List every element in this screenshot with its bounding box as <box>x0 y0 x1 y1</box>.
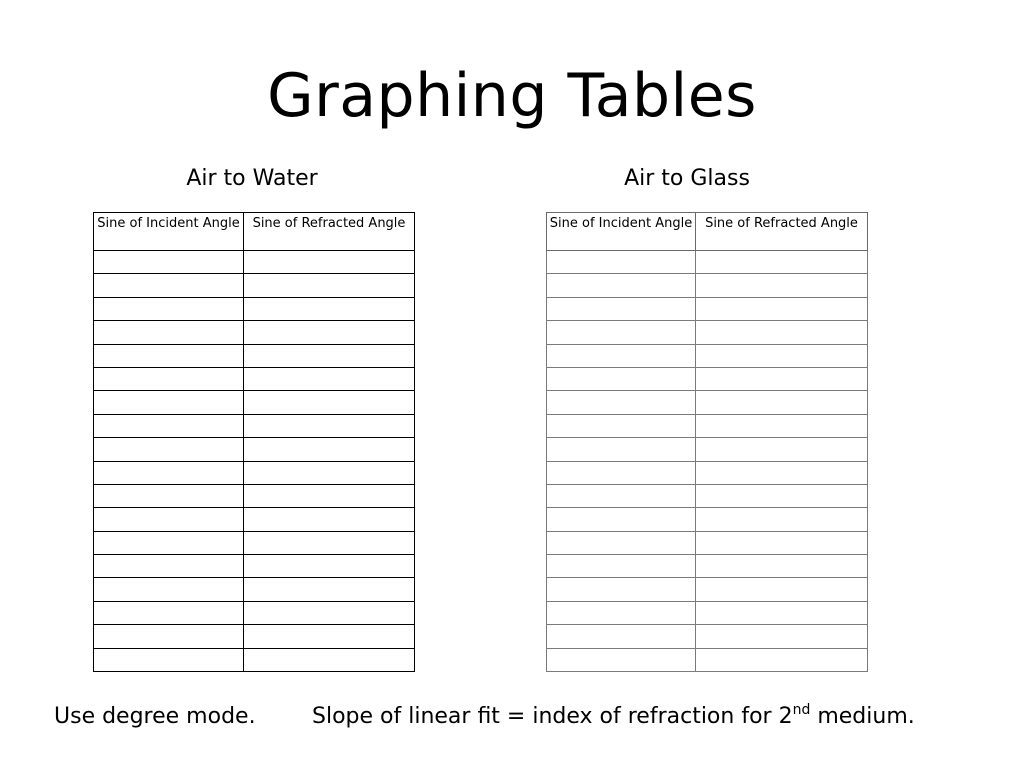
cell-sine-refracted <box>696 274 868 297</box>
cell-sine-incident <box>94 578 244 601</box>
cell-sine-incident <box>94 297 244 320</box>
cell-sine-refracted <box>696 555 868 578</box>
cell-sine-refracted <box>244 321 415 344</box>
cell-sine-incident <box>94 251 244 274</box>
cell-sine-refracted <box>244 555 415 578</box>
cell-sine-incident <box>547 461 696 484</box>
air-to-glass-table <box>546 212 868 672</box>
air-to-water-table-body <box>94 251 415 672</box>
footer-slope-text: Slope of linear fit = index of refraction for 2 <box>312 704 793 729</box>
table-row <box>547 648 868 671</box>
table-row <box>94 321 415 344</box>
cell-sine-incident <box>547 321 696 344</box>
cell-sine-incident <box>547 484 696 507</box>
cell-sine-incident <box>94 344 244 367</box>
cell-sine-incident <box>547 367 696 390</box>
cell-sine-incident <box>94 274 244 297</box>
table-row <box>94 274 415 297</box>
cell-sine-incident <box>547 531 696 554</box>
table-row <box>94 414 415 437</box>
table-row <box>94 484 415 507</box>
cell-sine-refracted <box>244 344 415 367</box>
cell-sine-incident <box>94 438 244 461</box>
table-row <box>547 414 868 437</box>
table-row <box>547 578 868 601</box>
column-header-sine-refracted: Sine of Refracted Angle <box>244 213 415 251</box>
table-row <box>94 531 415 554</box>
cell-sine-incident <box>547 555 696 578</box>
cell-sine-refracted <box>244 531 415 554</box>
table-row <box>547 274 868 297</box>
cell-sine-incident <box>94 625 244 648</box>
cell-sine-incident <box>94 484 244 507</box>
table-row <box>547 367 868 390</box>
cell-sine-refracted <box>696 601 868 624</box>
cell-sine-incident <box>547 508 696 531</box>
cell-sine-refracted <box>696 578 868 601</box>
cell-sine-incident <box>547 601 696 624</box>
page-title: Graphing Tables <box>267 61 757 131</box>
table-row <box>94 578 415 601</box>
table-row <box>547 297 868 320</box>
cell-sine-incident <box>547 414 696 437</box>
cell-sine-incident <box>94 414 244 437</box>
cell-sine-incident <box>94 648 244 671</box>
cell-sine-incident <box>94 601 244 624</box>
footer-note-degree-mode: Use degree mode. <box>54 704 256 729</box>
air-to-glass-table-body <box>547 251 868 672</box>
table-row <box>547 391 868 414</box>
cell-sine-refracted <box>244 297 415 320</box>
cell-sine-incident <box>94 508 244 531</box>
cell-sine-refracted <box>244 438 415 461</box>
footer-ordinal-suffix: nd <box>792 702 811 718</box>
column-header-sine-incident: Sine of Incident Angle <box>547 213 696 251</box>
cell-sine-refracted <box>244 508 415 531</box>
cell-sine-refracted <box>244 601 415 624</box>
table-row <box>94 251 415 274</box>
table-row <box>547 531 868 554</box>
table-row <box>547 484 868 507</box>
table-row <box>94 601 415 624</box>
table-row <box>547 555 868 578</box>
cell-sine-refracted <box>696 414 868 437</box>
cell-sine-refracted <box>244 484 415 507</box>
table-caption-air-to-glass: Air to Glass <box>624 166 750 191</box>
cell-sine-incident <box>547 274 696 297</box>
table-row <box>94 344 415 367</box>
table-row <box>94 555 415 578</box>
footer-note-slope <box>312 702 915 732</box>
cell-sine-refracted <box>696 461 868 484</box>
cell-sine-refracted <box>244 367 415 390</box>
table-row <box>547 438 868 461</box>
cell-sine-incident <box>94 391 244 414</box>
cell-sine-incident <box>547 251 696 274</box>
cell-sine-refracted <box>696 438 868 461</box>
cell-sine-refracted <box>696 484 868 507</box>
table-header-row <box>547 213 868 251</box>
table-row <box>547 625 868 648</box>
table-row <box>94 367 415 390</box>
table-row <box>547 344 868 367</box>
cell-sine-refracted <box>696 321 868 344</box>
cell-sine-incident <box>547 297 696 320</box>
footer-medium-text: medium. <box>810 704 915 729</box>
table-row <box>547 251 868 274</box>
cell-sine-refracted <box>696 297 868 320</box>
table-row <box>94 297 415 320</box>
cell-sine-incident <box>94 555 244 578</box>
table-row <box>94 625 415 648</box>
cell-sine-incident <box>547 648 696 671</box>
cell-sine-refracted <box>696 367 868 390</box>
cell-sine-refracted <box>696 508 868 531</box>
table-row <box>94 648 415 671</box>
table-row <box>94 508 415 531</box>
cell-sine-incident <box>94 531 244 554</box>
table-row <box>94 461 415 484</box>
table-row <box>94 391 415 414</box>
cell-sine-refracted <box>244 648 415 671</box>
cell-sine-incident <box>547 344 696 367</box>
column-header-sine-refracted: Sine of Refracted Angle <box>696 213 868 251</box>
cell-sine-incident <box>547 578 696 601</box>
cell-sine-refracted <box>244 625 415 648</box>
cell-sine-refracted <box>244 461 415 484</box>
table-row <box>94 438 415 461</box>
cell-sine-refracted <box>244 251 415 274</box>
air-to-water-table <box>93 212 415 672</box>
table-caption-air-to-water: Air to Water <box>186 166 318 191</box>
cell-sine-incident <box>547 391 696 414</box>
cell-sine-refracted <box>244 274 415 297</box>
cell-sine-refracted <box>696 625 868 648</box>
cell-sine-refracted <box>244 391 415 414</box>
cell-sine-incident <box>94 321 244 344</box>
table-row <box>547 321 868 344</box>
column-header-sine-incident: Sine of Incident Angle <box>94 213 244 251</box>
cell-sine-incident <box>94 461 244 484</box>
cell-sine-incident <box>547 625 696 648</box>
cell-sine-refracted <box>696 251 868 274</box>
cell-sine-refracted <box>696 344 868 367</box>
table-row <box>547 601 868 624</box>
cell-sine-refracted <box>696 391 868 414</box>
table-row <box>547 508 868 531</box>
cell-sine-incident <box>547 438 696 461</box>
cell-sine-incident <box>94 367 244 390</box>
cell-sine-refracted <box>696 531 868 554</box>
table-row <box>547 461 868 484</box>
cell-sine-refracted <box>244 414 415 437</box>
cell-sine-refracted <box>696 648 868 671</box>
cell-sine-refracted <box>244 578 415 601</box>
table-header-row <box>94 213 415 251</box>
